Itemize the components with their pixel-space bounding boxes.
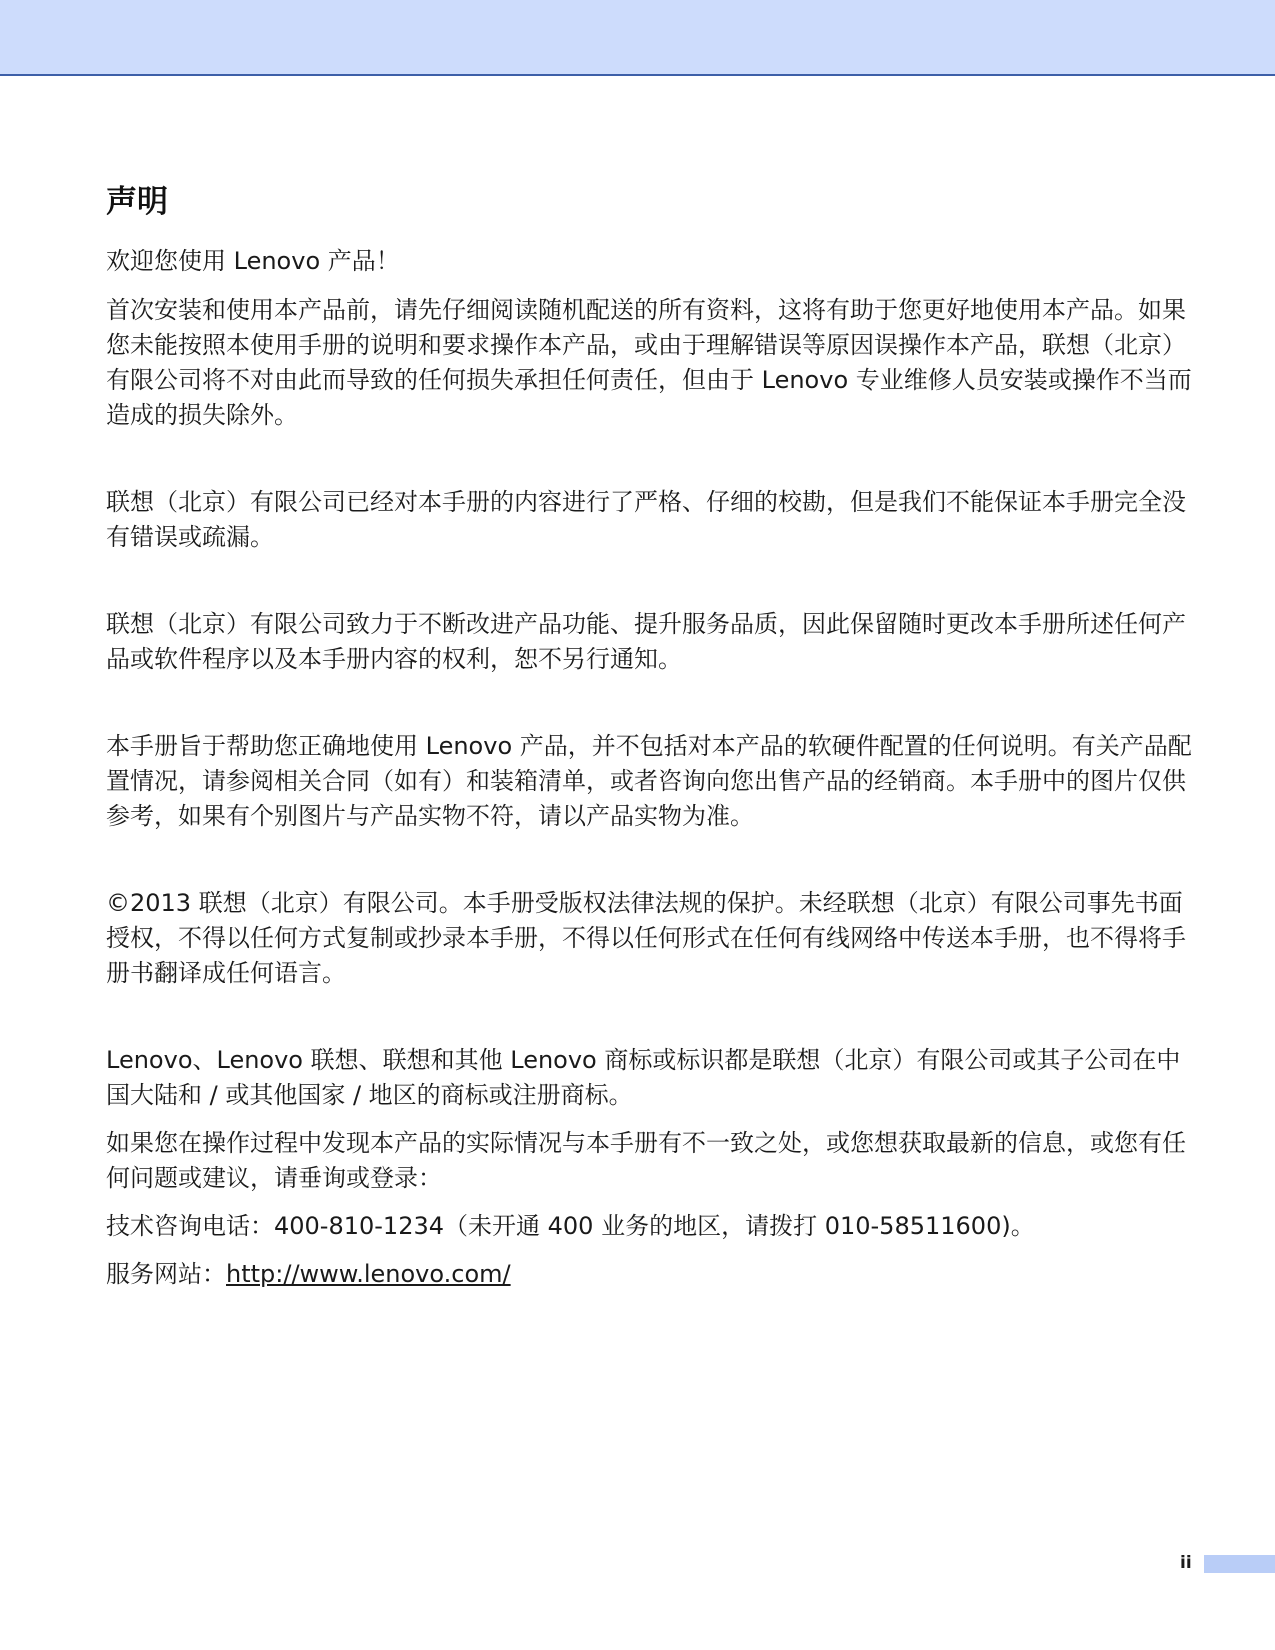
header-band [0, 0, 1275, 76]
change-rights-paragraph: 联想（北京）有限公司致力于不断改进产品功能、提升服务品质，因此保留随时更改本手册所述任何产品或软件程序以及本手册内容的权利，恕不另行通知。 [106, 610, 1186, 673]
website-label: 服务网站： [106, 1260, 226, 1288]
website-line [106, 1257, 1196, 1292]
usage-disclaimer-paragraph: 首次安装和使用本产品前，请先仔细阅读随机配送的所有资料，这将有助于您更好地使用本产品。如果您未能按照本使用手册的说明和要求操作本产品，或由于理解错误等原因误操作本产品，联想（北京）有限公司将不对由此而导致的任何损失承担任何责任，但由于 Lenovo 专业维修人员安装或操作不当而造成的损失除外。 [106, 296, 1192, 429]
document-body [106, 180, 1196, 1292]
page-title: 声明 [106, 184, 168, 220]
welcome-text: 欢迎您使用 Lenovo 产品！ [106, 247, 400, 275]
copyright-paragraph: ©2013 联想（北京）有限公司。本手册受版权法律法规的保护。未经联想（北京）有限公司事先书面授权，不得以任何方式复制或抄录本手册，不得以任何形式在任何有线网络中传送本手册，也不得将手册书翻译成任何语言。 [106, 889, 1186, 987]
product-config-paragraph: 本手册旨于帮助您正确地使用 Lenovo 产品，并不包括对本产品的软硬件配置的任何说明。有关产品配置情况，请参阅相关合同（如有）和装箱清单，或者咨询向您出售产品的经销商。本手册中的图片仅供参考，如果有个别图片与产品实物不符，请以产品实物为准。 [106, 732, 1192, 830]
contact-paragraph: 如果您在操作过程中发现本产品的实际情况与本手册有不一致之处，或您想获取最新的信息，或您有任何问题或建议，请垂询或登录： [106, 1129, 1186, 1192]
footer-tab [1204, 1555, 1275, 1573]
website-link[interactable]: http://www.lenovo.com/ [226, 1260, 511, 1288]
hotline-text: 技术咨询电话：400-810-1234（未开通 400 业务的地区，请拨打 010-58511600)。 [106, 1212, 1035, 1240]
accuracy-paragraph: 联想（北京）有限公司已经对本手册的内容进行了严格、仔细的校勘，但是我们不能保证本手册完全没有错误或疏漏。 [106, 488, 1186, 551]
page-number: ii [1180, 1553, 1192, 1573]
trademark-paragraph: Lenovo、Lenovo 联想、联想和其他 Lenovo 商标或标识都是联想（北京）有限公司或其子公司在中国大陆和 / 或其他国家 / 地区的商标或注册商标。 [106, 1046, 1181, 1109]
